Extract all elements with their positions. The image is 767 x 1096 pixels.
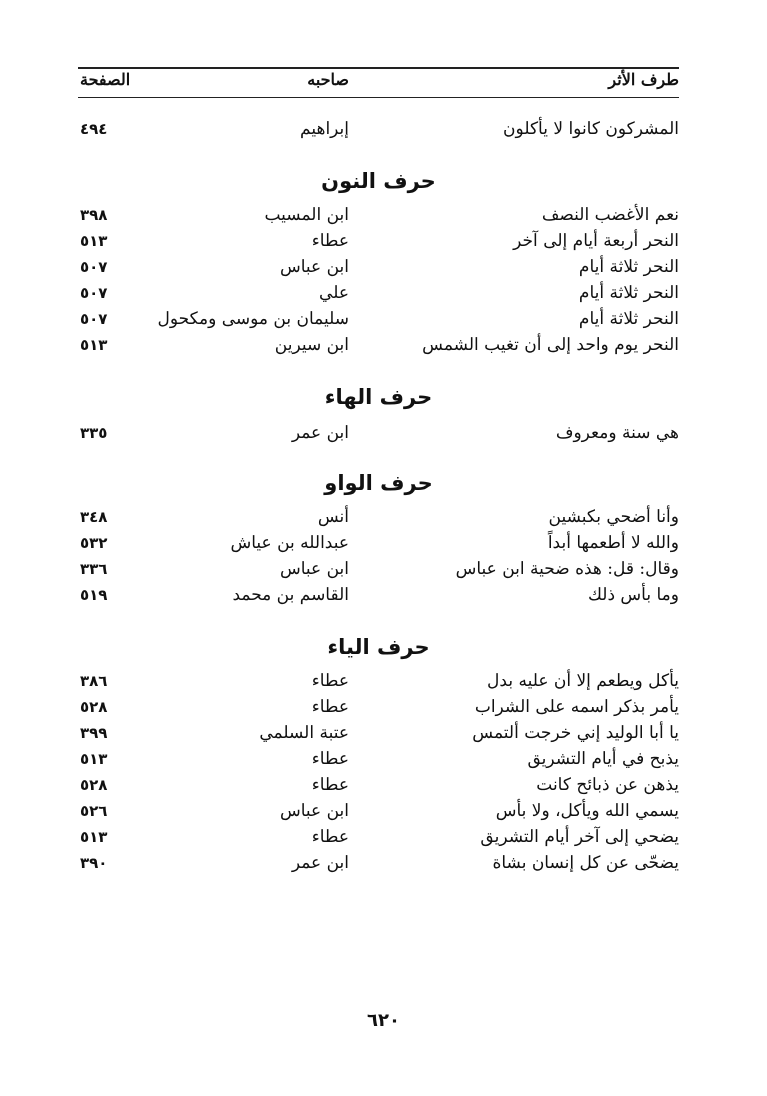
narrator-name: ابن عمر	[291, 423, 349, 443]
athar-text: يذهن عن ذبائح كانت	[536, 775, 679, 795]
column-header-first: طرف الأثر	[608, 70, 679, 89]
athar-text: يأمر بذكر اسمه على الشراب	[474, 697, 679, 717]
narrator-name: ابن عباس	[279, 559, 349, 579]
page-ref: ٥٢٨	[80, 776, 108, 794]
athar-text: وأنا أضحي بكبشين	[548, 507, 679, 527]
table-row	[78, 202, 679, 228]
narrator-name: القاسم بن محمد	[232, 585, 349, 605]
page-ref: ٥٠٧	[80, 258, 108, 276]
athar-text: وما بأس ذلك	[587, 585, 679, 605]
athar-text: نعم الأغضب النصف	[541, 205, 679, 225]
table-row	[78, 228, 679, 254]
page-ref: ٣٩٠	[80, 854, 108, 872]
table-row	[78, 746, 679, 772]
narrator-name: عبدالله بن عياش	[230, 533, 349, 553]
narrator-name: عطاء	[311, 749, 349, 769]
table-row	[78, 582, 679, 608]
narrator-name: سليمان بن موسى ومكحول	[157, 309, 349, 329]
page-number: ٦٢٠	[367, 1010, 400, 1031]
page-ref: ٥١٩	[80, 586, 108, 604]
table-row	[78, 668, 679, 694]
table-row	[78, 306, 679, 332]
narrator-name: عطاء	[311, 775, 349, 795]
table-row	[78, 720, 679, 746]
table-row	[78, 798, 679, 824]
athar-text: النحر أربعة أيام إلى آخر	[513, 231, 679, 251]
page-ref: ٣٣٥	[80, 424, 108, 442]
section-title-ya: حرف الياء	[327, 635, 430, 659]
table-row	[78, 332, 679, 358]
table-row	[78, 694, 679, 720]
column-header-narrator: صاحبه	[307, 70, 349, 89]
athar-text: وقال: قل: هذه ضحية ابن عباس	[455, 559, 679, 579]
athar-text: يأكل ويطعم إلا أن عليه بدل	[487, 671, 679, 691]
narrator-name: عطاء	[311, 827, 349, 847]
table-row	[78, 772, 679, 798]
narrator-name: علي	[319, 283, 349, 303]
athar-text: المشركون كانوا لا يأكلون	[503, 119, 679, 139]
section-title-ha: حرف الهاء	[324, 385, 433, 409]
table-header	[78, 70, 679, 94]
page-ref: ٥١٣	[80, 336, 108, 354]
table-row	[78, 850, 679, 876]
narrator-name: ابن عمر	[291, 853, 349, 873]
section-title-waw: حرف الواو	[324, 471, 433, 495]
header-top-rule	[78, 67, 679, 69]
page-ref: ٣٨٦	[80, 672, 108, 690]
narrator-name: عطاء	[311, 697, 349, 717]
column-header-page: الصفحة	[80, 70, 131, 89]
athar-text: يسمي الله ويأكل، ولا بأس	[495, 801, 679, 821]
athar-text: هي سنة ومعروف	[555, 423, 679, 443]
athar-text: يضحي إلى آخر أيام التشريق	[480, 827, 679, 847]
page-ref: ٥٠٧	[80, 310, 108, 328]
narrator-name: عطاء	[311, 231, 349, 251]
athar-text: النحر ثلاثة أيام	[578, 283, 679, 303]
table-row	[78, 420, 679, 446]
page-ref: ٥١٣	[80, 828, 108, 846]
narrator-name: ابن المسيب	[264, 205, 349, 225]
table-row	[78, 530, 679, 556]
page-ref: ٣٩٩	[80, 724, 108, 742]
athar-text: النحر ثلاثة أيام	[578, 257, 679, 277]
athar-text: يا أبا الوليد إني خرجت ألتمس	[472, 723, 679, 743]
table-row	[78, 504, 679, 530]
narrator-name: ابن عباس	[279, 801, 349, 821]
narrator-name: عتبة السلمي	[259, 723, 349, 743]
page-ref: ٥٢٦	[80, 802, 108, 820]
table-row	[78, 556, 679, 582]
narrator-name: أنس	[317, 507, 349, 527]
athar-text: يضحّى عن كل إنسان بشاة	[492, 853, 679, 873]
table-row	[78, 824, 679, 850]
table-row	[78, 116, 679, 142]
page-ref: ٣٤٨	[80, 508, 108, 526]
athar-text: والله لا أطعمها أبداً	[547, 533, 679, 553]
page-ref: ٥١٣	[80, 750, 108, 768]
narrator-name: إبراهيم	[300, 119, 349, 139]
narrator-name: عطاء	[311, 671, 349, 691]
narrator-name: ابن عباس	[279, 257, 349, 277]
page-ref: ٥١٣	[80, 232, 108, 250]
page-ref: ٣٩٨	[80, 206, 108, 224]
page-ref: ٥٣٢	[80, 534, 108, 552]
table-row	[78, 280, 679, 306]
athar-text: النحر ثلاثة أيام	[578, 309, 679, 329]
page-ref: ٣٣٦	[80, 560, 108, 578]
table-row	[78, 254, 679, 280]
athar-text: النحر يوم واحد إلى أن تغيب الشمس	[422, 335, 679, 355]
page-ref: ٥٠٧	[80, 284, 108, 302]
narrator-name: ابن سيرين	[274, 335, 349, 355]
athar-text: يذبح في أيام التشريق	[527, 749, 679, 769]
page-ref: ٥٢٨	[80, 698, 108, 716]
header-bottom-rule	[78, 97, 679, 98]
section-title-nun: حرف النون	[321, 169, 436, 193]
page-ref: ٤٩٤	[80, 120, 108, 138]
